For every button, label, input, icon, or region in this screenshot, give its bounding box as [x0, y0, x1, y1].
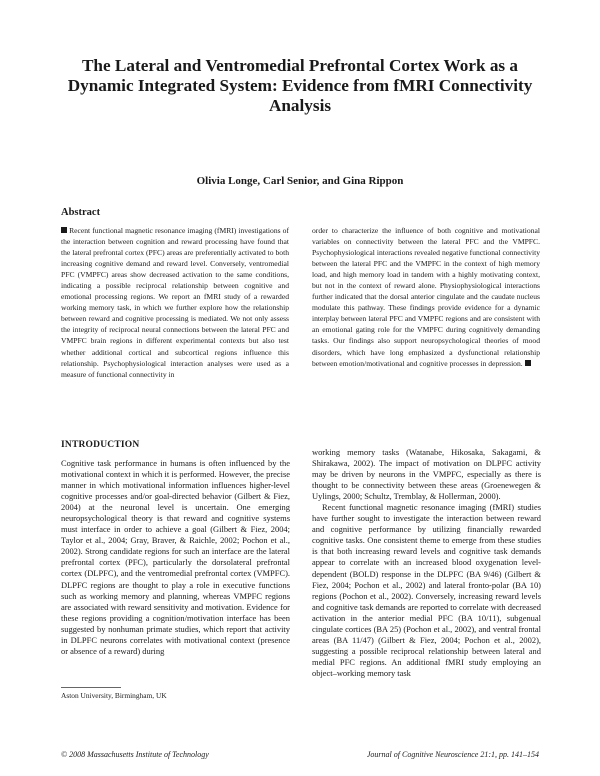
author-list: Olivia Longe, Carl Senior, and Gina Rippon	[196, 175, 404, 187]
introduction-paragraph-2: Recent functional magnetic resonance imaging (fMRI) studies have further sought to investigate the interaction between reward and cognitive performance by utilizing financially rewarded cognitive tasks. One consistent theme to emerge from these studies is that both increasing reward levels and cognitive task demands appear to correlate with an increased blood oxygenation level-dependent (BOLD) response in the DLPFC (BA 9/46) (Gilbert & Fiez, 2004; Pochon et al., 2002) and lateral fronto-polar (BA 10) regions (Pochon et al., 2002). Conversely, increasing reward levels and cognitive task demands are reported to correlate with decreased activation in the anterior medial PFC (BA 10/11), subgenual cingulate cortices (BA 25) (Pochon et al., 2002), and ventral frontal areas (BA 11/47) (Gilbert & Fiez, 2004; Pochon et al., 2002), suggesting a possible reciprocal relationship between lateral and medial PFC regions. An additional fMRI study employing an object–working memory task	[312, 502, 541, 678]
abstract-right-text: order to characterize the influence of both cognitive and motivational variables on connectivity between the lateral PFC and the VMPFC. Psychophysiological interactions revealed negative functional connectivity between the lateral PFC and the VMPFC in the context of high memory load, and high memory load in tandem with a highly motivating context, but not in the context of reward alone. Physiophysiological interactions further indicated that the dorsal anterior cingulate and the caudate nucleus modulate this pathway. These findings provide evidence for a dynamic interplay between lateral PFC and VMPFC regions and are consistent with an emotional gating role for the VMPFC during cognitively demanding tasks. Our findings also support neuropsychological theories of mood disorders, which have long emphasized a dysfunctional relationship between emotion/motivational and cognitive processes in depression.	[312, 226, 540, 368]
affiliation-footnote: Aston University, Birmingham, UK	[61, 691, 167, 700]
introduction-paragraph-continued: working memory tasks (Watanabe, Hikosaka, Sakagami, & Shirakawa, 2002). The impact of motivation on DLPFC activity may be driven by neurons in the VMPFC, especially as there is thought to be connectivity between these areas (Groenewegen & Uylings, 2000; Schultz, Tremblay, & Hollerman, 2000).	[312, 447, 541, 502]
abstract-heading: Abstract	[61, 207, 101, 218]
introduction-heading: INTRODUCTION	[61, 440, 140, 450]
abstract-left-column	[61, 225, 289, 380]
section-start-square-icon	[61, 227, 67, 233]
introduction-left-column: Cognitive task performance in humans is often influenced by the motivational context in which it is performed. However, the precise manner in which motivational information influences higher-level cognitive processes and/or goal-directed behavior (Gilbert & Fiez, 2004) at the neuronal level is uncertain. One emerging neuropsychological theory is that reward and cognitive systems must interface in order to achieve a goal (Gilbert & Fiez, 2004; Taylor et al., 2004; Gray, Braver, & Raichle, 2002; Pochon et al., 2002). Strong candidate regions for such an interface are the lateral prefrontal cortex (PFC), particularly the dorsolateral prefrontal cortex (DLPFC), and the ventromedial prefrontal cortex (VMPFC). DLPFC regions are thought to play a role in executive functions such as working memory and planning, whereas VMPFC regions are associated with reward sensitivity and motivation. Evidence for these regions providing a cognition/motivation interface has been suggested by nonhuman primate studies, which report that activity in DLPFC neurons correlates with motivational context (presence or absence of a reward) during	[61, 458, 290, 656]
paper-title: The Lateral and Ventromedial Prefrontal Cortex Work as a Dynamic Integrated System: Evidence from fMRI Connectivity Analysis	[67, 56, 533, 115]
footnote-divider	[61, 687, 121, 688]
copyright-footer: © 2008 Massachusetts Institute of Technology	[61, 750, 209, 759]
abstract-left-text: Recent functional magnetic resonance imaging (fMRI) investigations of the interaction between cognition and reward processing have found that the lateral prefrontal cortex (PFC) areas are preferentially activated to both increasing cognitive demand and reward level. Conversely, ventromedial PFC (VMPFC) areas show decreased activation to the same conditions, indicating a possible reciprocal relationship between cognitive and emotional processing regions. We report an fMRI study of a rewarded working memory task, in which we further explore how the relationship between reward and cognitive processing is mediated. We not only assess the integrity of reciprocal neural connections between the lateral PFC and VMPFC brain regions in different experimental contexts but also test whether additional cortical and subcortical regions influence this relationship. Psychophysiological interaction analyses were used as a measure of functional connectivity in	[61, 226, 289, 379]
introduction-right-column	[312, 447, 541, 679]
section-end-square-icon	[525, 360, 531, 366]
journal-citation-footer: Journal of Cognitive Neuroscience 21:1, pp. 141–154	[366, 750, 539, 759]
abstract-right-column	[312, 225, 540, 369]
